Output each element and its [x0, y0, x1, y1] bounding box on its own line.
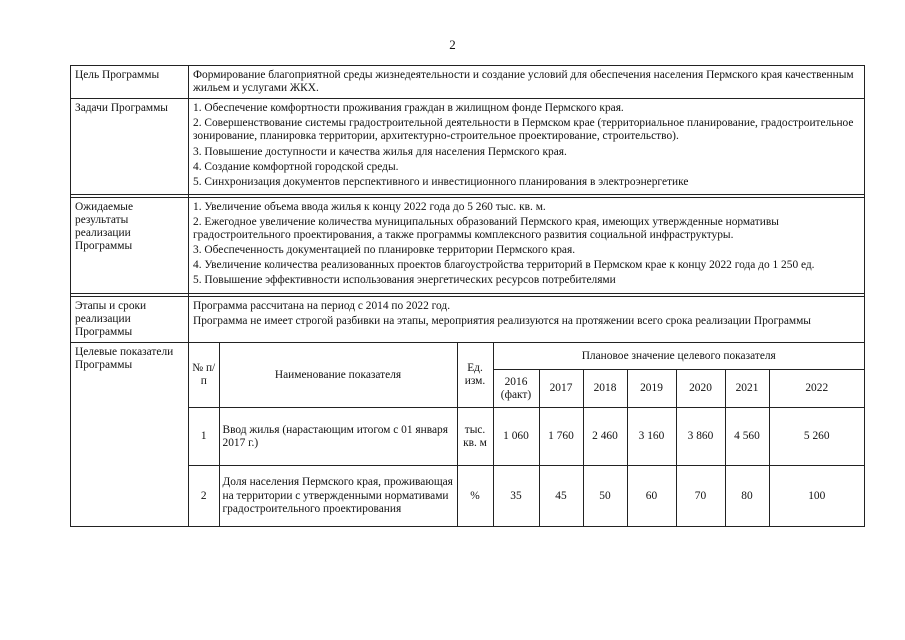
- header-year: 2020: [676, 370, 725, 408]
- row-name: Доля населения Пермского края, проживающая на территории с утвержденными нормативами градостроительного проектирования: [219, 466, 457, 526]
- task-item: 1. Обеспечение комфортности проживания граждан в жилищном фонде Пермского края.: [193, 102, 624, 115]
- stages-label: Этапы и сроки реализации Программы: [71, 296, 189, 342]
- row-value: 60: [627, 466, 676, 526]
- row-value: 45: [539, 466, 583, 526]
- tasks-list: [189, 99, 865, 195]
- stages-row: [71, 296, 865, 342]
- task-item: 2. Совершенствование системы градостроительной деятельности в Пермском крае (территориальное планирование, градостроительное зонирование, планировка территории, архитектурно-строительное проектирование, строительство).: [193, 117, 854, 143]
- row-unit: тыс. кв. м: [457, 408, 493, 466]
- indicators-row: [71, 342, 865, 526]
- goal-label: Цель Программы: [71, 66, 189, 99]
- row-value: 1 060: [493, 408, 539, 466]
- indicators-label: Целевые показатели Программы: [71, 342, 189, 526]
- row-value: 3 860: [676, 408, 725, 466]
- result-item: 4. Увеличение количества реализованных проектов благоустройства территорий в Пермском крае к концу 2022 года до 1 250 ед.: [193, 259, 815, 272]
- indicators-cell: [189, 342, 865, 526]
- header-name: Наименование показателя: [219, 343, 457, 408]
- header-year: 2016 (факт): [493, 370, 539, 408]
- row-name: Ввод жилья (нарастающим итогом с 01 января 2017 г.): [219, 408, 457, 466]
- stage-item: Программа рассчитана на период с 2014 по 2022 год.: [193, 299, 451, 312]
- task-item: 3. Повышение доступности и качества жилья для населения Пермского края.: [193, 145, 567, 158]
- row-value: 100: [769, 466, 864, 526]
- header-year: 2018: [583, 370, 627, 408]
- stage-item: Программа не имеет строгой разбивки на этапы, мероприятия реализуются на протяжении всего срока реализации Программы: [193, 314, 811, 327]
- header-year: 2022: [769, 370, 864, 408]
- results-row: [71, 197, 865, 293]
- header-year: 2019: [627, 370, 676, 408]
- table-row: [189, 408, 864, 466]
- header-year: 2021: [725, 370, 769, 408]
- row-value: 80: [725, 466, 769, 526]
- row-value: 3 160: [627, 408, 676, 466]
- result-item: 1. Увеличение объема ввода жилья к концу 2022 года до 5 260 тыс. кв. м.: [193, 200, 546, 213]
- result-item: 3. Обеспеченность документацией по планировке территории Пермского края.: [193, 244, 576, 257]
- header-unit: Ед. изм.: [457, 343, 493, 408]
- results-list: [189, 197, 865, 293]
- row-unit: %: [457, 466, 493, 526]
- program-passport-table: [70, 65, 865, 527]
- row-value: 1 760: [539, 408, 583, 466]
- tasks-row: [71, 99, 865, 195]
- results-label: Ожидаемые результаты реализации Программы: [71, 197, 189, 293]
- goal-row: [71, 66, 865, 99]
- row-value: 5 260: [769, 408, 864, 466]
- row-num: 2: [189, 466, 219, 526]
- task-item: 4. Создание комфортной городской среды.: [193, 160, 399, 173]
- header-num: № п/п: [189, 343, 219, 408]
- page-number: 2: [449, 37, 456, 52]
- table-row: [189, 466, 864, 526]
- row-value: 2 460: [583, 408, 627, 466]
- stages-list: [189, 296, 865, 342]
- indicators-table: [189, 343, 864, 526]
- goal-text: Формирование благоприятной среды жизнедеятельности и создание условий для обеспечения населения Пермского края качественным жильем и услугами ЖКХ.: [189, 66, 865, 99]
- tasks-label: Задачи Программы: [71, 99, 189, 195]
- row-value: 70: [676, 466, 725, 526]
- task-item: 5. Синхронизация документов перспективного и инвестиционного планирования в электроэнергетике: [193, 175, 689, 188]
- row-value: 35: [493, 466, 539, 526]
- header-year: 2017: [539, 370, 583, 408]
- result-item: 2. Ежегодное увеличение количества муниципальных образований Пермского края, имеющих утвержденные нормативы градостроительного проектирования, а также программы комплексного развития социальной инфраструктуры.: [193, 215, 779, 242]
- result-item: 5. Повышение эффективности использования энергетических ресурсов потребителями: [193, 274, 616, 287]
- row-num: 1: [189, 408, 219, 466]
- row-value: 4 560: [725, 408, 769, 466]
- header-planned: Плановое значение целевого показателя: [493, 343, 864, 370]
- row-value: 50: [583, 466, 627, 526]
